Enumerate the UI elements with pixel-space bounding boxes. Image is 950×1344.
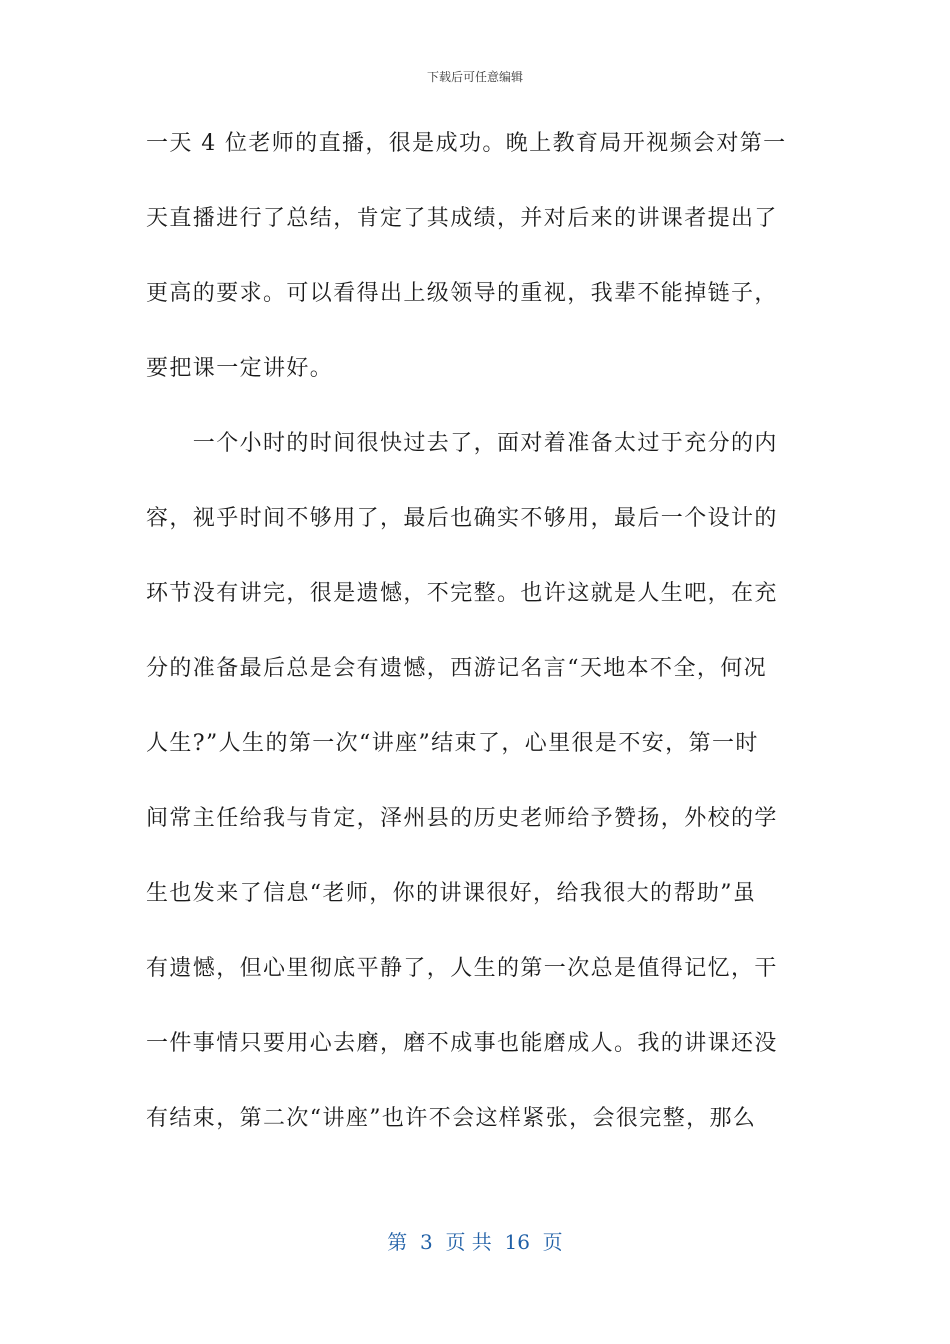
text-line: 更高的要求。可以看得出上级领导的重视，我辈不能掉链子， bbox=[146, 281, 778, 306]
text-line: 一件事情只要用心去磨，磨不成事也能磨成人。我的讲课还没 bbox=[146, 1031, 778, 1056]
page-number-footer: 第 3 页 共 16 页 bbox=[387, 1230, 563, 1254]
text-line: 天直播进行了总结，肯定了其成绩，并对后来的讲课者提出了 bbox=[146, 206, 778, 231]
text-line: 一天 4 位老师的直播，很是成功。晚上教育局开视频会对第一 bbox=[146, 131, 787, 156]
document-body bbox=[146, 121, 806, 1171]
text-line: 容，视乎时间不够用了，最后也确实不够用，最后一个设计的 bbox=[146, 506, 778, 531]
header-note: 下载后可任意编辑 bbox=[426, 70, 523, 84]
text-line: 一个小时的时间很快过去了，面对着准备太过于充分的内 bbox=[146, 431, 778, 456]
text-line: 生也发来了信息“老师，你的讲课很好，给我很大的帮助”虽 bbox=[146, 881, 757, 906]
text-line: 分的准备最后总是会有遗憾，西游记名言“天地本不全，何况 bbox=[146, 656, 768, 681]
text-line: 环节没有讲完，很是遗憾，不完整。也许这就是人生吧，在充 bbox=[146, 581, 778, 606]
text-line: 人生?”人生的第一次“讲座”结束了，心里很是不安，第一时 bbox=[146, 731, 759, 756]
text-line: 有结束，第二次“讲座”也许不会这样紧张，会很完整，那么 bbox=[146, 1106, 757, 1131]
text-line: 要把课一定讲好。 bbox=[146, 356, 334, 381]
text-line: 有遗憾，但心里彻底平静了，人生的第一次总是值得记忆，干 bbox=[146, 956, 778, 981]
text-line: 间常主任给我与肯定，泽州县的历史老师给予赞扬，外校的学 bbox=[146, 806, 778, 831]
